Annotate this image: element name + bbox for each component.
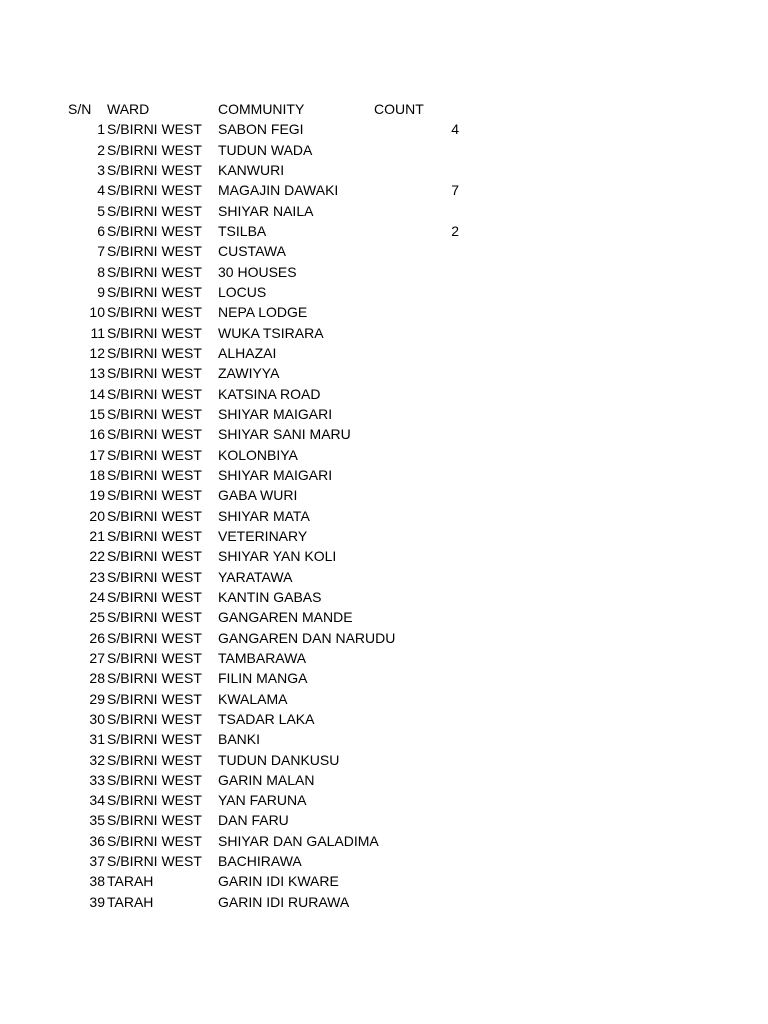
count-cell: 7 — [451, 182, 459, 199]
sn-cell: 25 — [89, 609, 105, 626]
sn-cell: 28 — [89, 670, 105, 687]
table-row — [0, 628, 768, 648]
community-cell: SHIYAR MAIGARI — [218, 405, 333, 422]
table-row — [0, 201, 768, 221]
table-row — [0, 851, 768, 871]
sn-cell: 29 — [89, 690, 105, 707]
ward-cell: TARAH — [107, 893, 154, 910]
ward-cell: S/BIRNI WEST — [107, 609, 202, 626]
ward-cell: S/BIRNI WEST — [107, 222, 202, 239]
table-row — [0, 831, 768, 851]
sn-cell: 14 — [89, 385, 105, 402]
sn-cell: 24 — [89, 588, 105, 605]
table-row — [0, 384, 768, 404]
sn-cell: 8 — [97, 263, 105, 280]
community-cell: FILIN MANGA — [218, 670, 308, 687]
table-row — [0, 302, 768, 322]
sn-cell: 26 — [89, 629, 105, 646]
table-row — [0, 526, 768, 546]
sn-cell: 39 — [89, 893, 105, 910]
table-row — [0, 892, 768, 912]
community-cell: SHIYAR MATA — [218, 507, 310, 524]
table-row — [0, 607, 768, 627]
community-cell: NEPA LODGE — [218, 304, 308, 321]
ward-cell: S/BIRNI WEST — [107, 548, 202, 565]
table-row — [0, 119, 768, 139]
ward-cell: S/BIRNI WEST — [107, 243, 202, 260]
table-row — [0, 750, 768, 770]
sn-cell: 19 — [89, 487, 105, 504]
ward-cell: S/BIRNI WEST — [107, 832, 202, 849]
ward-cell: S/BIRNI WEST — [107, 344, 202, 361]
ward-cell: S/BIRNI WEST — [107, 365, 202, 382]
table-row — [0, 140, 768, 160]
community-cell: SHIYAR YAN KOLI — [218, 548, 337, 565]
community-cell: GARIN IDI RURAWA — [218, 893, 350, 910]
sn-cell: 11 — [90, 324, 105, 341]
community-cell: SHIYAR MAIGARI — [218, 466, 333, 483]
ward-cell: S/BIRNI WEST — [107, 792, 202, 809]
ward-cell: S/BIRNI WEST — [107, 751, 202, 768]
table-row — [0, 180, 768, 200]
sn-cell: 6 — [97, 222, 105, 239]
community-cell: GANGAREN MANDE — [218, 609, 353, 626]
column-header-community: COMMUNITY — [218, 101, 305, 117]
ward-cell: S/BIRNI WEST — [107, 812, 202, 829]
table-row — [0, 282, 768, 302]
sn-cell: 18 — [89, 466, 105, 483]
sn-cell: 12 — [89, 344, 105, 361]
sn-cell: 34 — [89, 792, 105, 809]
sn-cell: 20 — [89, 507, 105, 524]
community-cell: CUSTAWA — [218, 243, 286, 260]
sn-cell: 13 — [89, 365, 105, 382]
column-header-count: COUNT — [374, 101, 424, 117]
community-cell: TUDUN WADA — [218, 141, 313, 158]
sn-cell: 31 — [89, 731, 105, 748]
table-row — [0, 262, 768, 282]
ward-cell: S/BIRNI WEST — [107, 568, 202, 585]
community-cell: KATSINA ROAD — [218, 385, 321, 402]
community-cell: VETERINARY — [218, 527, 308, 544]
community-cell: KWALAMA — [218, 690, 288, 707]
community-cell: YAN FARUNA — [218, 792, 307, 809]
table-row — [0, 363, 768, 383]
sn-cell: 16 — [89, 426, 105, 443]
table-row — [0, 729, 768, 749]
ward-cell: S/BIRNI WEST — [107, 527, 202, 544]
table-row — [0, 445, 768, 465]
ward-cell: S/BIRNI WEST — [107, 710, 202, 727]
ward-cell: S/BIRNI WEST — [107, 405, 202, 422]
community-cell: ZAWIYYA — [218, 365, 280, 382]
table-body — [0, 119, 768, 912]
ward-cell: S/BIRNI WEST — [107, 690, 202, 707]
ward-cell: S/BIRNI WEST — [107, 385, 202, 402]
ward-cell: S/BIRNI WEST — [107, 771, 202, 788]
community-cell: GARIN IDI KWARE — [218, 873, 339, 890]
table-row — [0, 506, 768, 526]
community-cell: GARIN MALAN — [218, 771, 315, 788]
ward-cell: S/BIRNI WEST — [107, 426, 202, 443]
community-cell: KOLONBIYA — [218, 446, 298, 463]
table-row — [0, 587, 768, 607]
sn-cell: 7 — [97, 243, 105, 260]
community-table — [0, 99, 768, 912]
sn-cell: 9 — [97, 283, 105, 300]
sn-cell: 30 — [89, 710, 105, 727]
sn-cell: 22 — [89, 548, 105, 565]
community-cell: TSADAR LAKA — [218, 710, 315, 727]
table-row — [0, 465, 768, 485]
sn-cell: 27 — [89, 649, 105, 666]
ward-cell: S/BIRNI WEST — [107, 507, 202, 524]
ward-cell: S/BIRNI WEST — [107, 202, 202, 219]
ward-cell: S/BIRNI WEST — [107, 629, 202, 646]
community-cell: SHIYAR NAILA — [218, 202, 314, 219]
table-row — [0, 648, 768, 668]
community-cell: MAGAJIN DAWAKI — [218, 182, 339, 199]
community-cell: KANWURI — [218, 161, 285, 178]
sn-cell: 35 — [89, 812, 105, 829]
community-cell: SABON FEGI — [218, 121, 304, 138]
community-cell: TUDUN DANKUSU — [218, 751, 340, 768]
sn-cell: 1 — [97, 121, 105, 138]
community-cell: TAMBARAWA — [218, 649, 307, 666]
count-cell: 4 — [451, 121, 459, 138]
table-row — [0, 160, 768, 180]
sn-cell: 5 — [97, 202, 105, 219]
table-row — [0, 241, 768, 261]
table-row — [0, 343, 768, 363]
community-cell: TSILBA — [218, 222, 267, 239]
community-cell: BANKI — [218, 731, 261, 748]
table-row — [0, 424, 768, 444]
sn-cell: 33 — [89, 771, 105, 788]
ward-cell: S/BIRNI WEST — [107, 283, 202, 300]
community-cell: DAN FARU — [218, 812, 289, 829]
table-row — [0, 485, 768, 505]
table-row — [0, 871, 768, 891]
table-row — [0, 668, 768, 688]
sn-cell: 17 — [89, 446, 105, 463]
table-row — [0, 790, 768, 810]
sn-cell: 36 — [89, 832, 105, 849]
sn-cell: 15 — [89, 405, 105, 422]
community-cell: KANTIN GABAS — [218, 588, 322, 605]
ward-cell: S/BIRNI WEST — [107, 670, 202, 687]
community-cell: YARATAWA — [218, 568, 293, 585]
table-row — [0, 770, 768, 790]
sn-cell: 37 — [89, 853, 105, 870]
table-row — [0, 810, 768, 830]
ward-cell: S/BIRNI WEST — [107, 446, 202, 463]
ward-cell: S/BIRNI WEST — [107, 182, 202, 199]
ward-cell: S/BIRNI WEST — [107, 731, 202, 748]
community-cell: WUKA TSIRARA — [218, 324, 324, 341]
ward-cell: S/BIRNI WEST — [107, 588, 202, 605]
sn-cell: 32 — [89, 751, 105, 768]
community-cell: GABA WURI — [218, 487, 298, 504]
community-cell: ALHAZAI — [218, 344, 277, 361]
community-cell: SHIYAR DAN GALADIMA — [218, 832, 379, 849]
table-row — [0, 404, 768, 424]
sn-cell: 3 — [97, 161, 105, 178]
table-row — [0, 546, 768, 566]
community-cell: SHIYAR SANI MARU — [218, 426, 351, 443]
ward-cell: S/BIRNI WEST — [107, 304, 202, 321]
community-cell: BACHIRAWA — [218, 853, 302, 870]
table-row — [0, 709, 768, 729]
column-header-sn: S/N — [68, 101, 92, 117]
ward-cell: TARAH — [107, 873, 154, 890]
sn-cell: 2 — [97, 141, 105, 158]
ward-cell: S/BIRNI WEST — [107, 466, 202, 483]
count-cell: 2 — [451, 222, 459, 239]
sn-cell: 21 — [89, 527, 105, 544]
ward-cell: S/BIRNI WEST — [107, 487, 202, 504]
community-cell: GANGAREN DAN NARUDU — [218, 629, 396, 646]
table-row — [0, 689, 768, 709]
table-header-row — [0, 99, 768, 119]
ward-cell: S/BIRNI WEST — [107, 263, 202, 280]
table-row — [0, 567, 768, 587]
ward-cell: S/BIRNI WEST — [107, 324, 202, 341]
sn-cell: 23 — [89, 568, 105, 585]
sn-cell: 10 — [89, 304, 105, 321]
table-row — [0, 221, 768, 241]
ward-cell: S/BIRNI WEST — [107, 853, 202, 870]
community-cell: LOCUS — [218, 283, 267, 300]
sn-cell: 4 — [97, 182, 105, 199]
ward-cell: S/BIRNI WEST — [107, 649, 202, 666]
ward-cell: S/BIRNI WEST — [107, 141, 202, 158]
ward-cell: S/BIRNI WEST — [107, 161, 202, 178]
community-cell: 30 HOUSES — [218, 263, 297, 280]
column-header-ward: WARD — [107, 101, 150, 117]
ward-cell: S/BIRNI WEST — [107, 121, 202, 138]
sn-cell: 38 — [89, 873, 105, 890]
table-row — [0, 323, 768, 343]
